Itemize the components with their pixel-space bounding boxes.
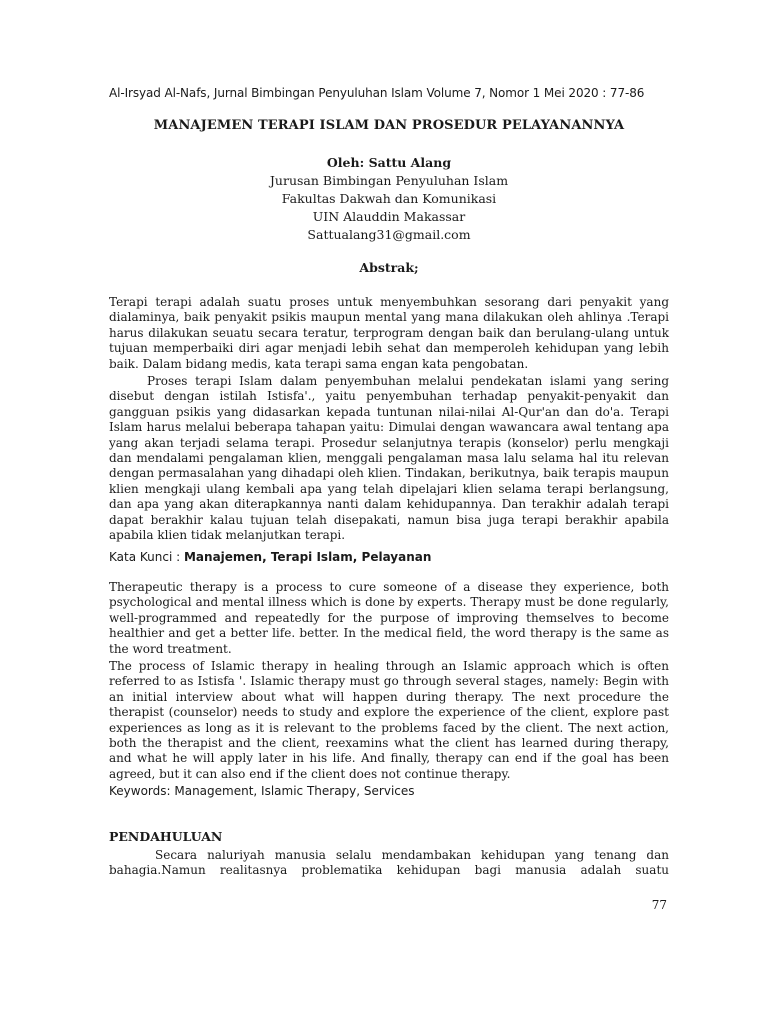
author-name: Oleh: Sattu Alang	[326, 155, 452, 170]
abstract-heading: Abstrak;	[359, 260, 419, 275]
abstract-en-paragraph-2: The process of Islamic therapy in healing through an Islamic approach which is often referred to as Istisfa '. Islamic therapy must go through several stages, namely: Begin with an initial interview about what will happen during therapy. The next procedure the therapist (counselor) needs to study and explore the experience of the client, explore past experiences as long as it is relevant to the problems faced by the client. The next action, both the therapist and the client, reexamins what the client has learned during therapy, and what he will apply later in his life. And finally, therapy can end if the goal has been agreed, but it can also end if the client does not continue therapy.	[109, 659, 669, 781]
keywords-indonesian	[109, 550, 669, 565]
author-block	[109, 154, 669, 244]
abstract-indonesian	[109, 295, 669, 565]
keywords-id-label: Kata Kunci :	[109, 549, 184, 564]
introduction-body	[109, 848, 669, 879]
section-heading-introduction: PENDAHULUAN	[109, 829, 223, 844]
keywords-id-values: Manajemen, Terapi Islam, Pelayanan	[183, 549, 432, 564]
abstract-en-paragraph-1: Therapeutic therapy is a process to cure someone of a disease they experience, both psychological and mental illness which is done by experts. Therapy must be done regularly, well-programmed and repeatedly for the purpose of improving themselves to become healthier and get a better life. better. In the medical field, the word therapy is the same as the word treatment.	[109, 580, 669, 656]
page-number: 77	[651, 898, 667, 912]
abstract-id-paragraph-1: Terapi terapi adalah suatu proses untuk menyembuhkan sesorang dari penyakit yang dialaminya, baik penyakit psikis maupun mental yang mana dilakukan oleh ahlinya .Terapi harus dilakukan seuatu secara teratur, terprogram dengan baik dan berulang-ulang untuk tujuan memperbaiki diri agar menjadi lebih sehat dan memperoleh kehidupan yang lebih baik. Dalam bidang medis, kata terapi sama engan kata pengobatan.	[109, 295, 669, 371]
author-university: UIN Alauddin Makassar	[312, 209, 466, 224]
article-title: MANAJEMEN TERAPI ISLAM DAN PROSEDUR PELAYANANNYA	[153, 118, 625, 133]
running-head: Al-Irsyad Al-Nafs, Jurnal Bimbingan Penyuluhan Islam Volume 7, Nomor 1 Mei 2020 : 77-86	[109, 86, 645, 100]
abstract-id-paragraph-2: Proses terapi Islam dalam penyembuhan melalui pendekatan islami yang sering disebut dengan istilah Istisfa'., yaitu penyembuhan terhadap penyakit-penyakit dan gangguan psikis yang didasarkan kepada tuntunan nilai-nilai Al-Qur'an dan do'a. Terapi Islam harus melalui beberapa tahapan yaitu: Dimulai dengan wawancara awal tentang apa yang akan terjadi selama terapi. Prosedur selanjutnya terapis (konselor) perlu mengkaji dan mendalami pengalaman klien, menggali pengalaman masa lalu selama hal itu relevan dengan permasalahan yang dihadapi oleh klien. Tindakan, berikutnya, baik terapis maupun klien mengkaji ulang kembali apa yang telah dipelajari klien selama terapi berlangsung, dan apa yang akan diterapkannya nanti dalam kehidupannya. Dan terakhir adalah terapi dapat berakhir kalau tujuan telah disepakati, namun bisa juga terapi berakhir apabila apabila klien tidak melanjutkan terapi.	[109, 374, 669, 543]
abstract-english	[109, 580, 669, 800]
author-faculty: Fakultas Dakwah dan Komunikasi	[281, 191, 497, 206]
author-department: Jurusan Bimbingan Penyuluhan Islam	[269, 173, 509, 188]
keywords-english: Keywords: Management, Islamic Therapy, Services	[109, 784, 415, 799]
author-email: Sattualang31@gmail.com	[307, 227, 471, 242]
introduction-paragraph-1: Secara naluriyah manusia selalu mendambakan kehidupan yang tenang dan bahagia.Namun realitasnya problematika kehidupan bagi manusia adalah suatu	[109, 848, 669, 878]
